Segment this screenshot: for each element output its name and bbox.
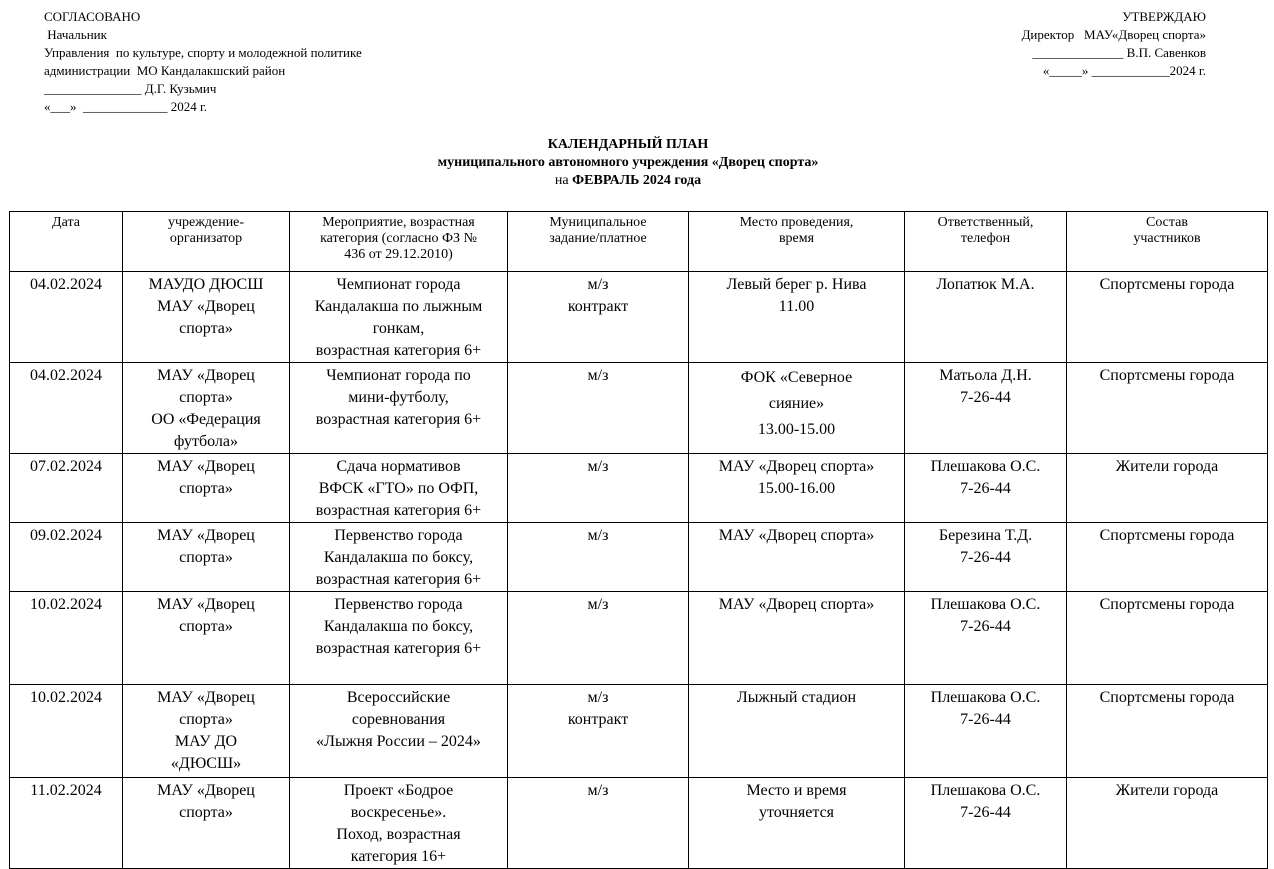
responsible-cell <box>905 592 1067 685</box>
participants-cell <box>1067 454 1268 523</box>
cell-line: Место и время <box>746 782 847 799</box>
funding-cell <box>508 272 689 363</box>
participants-cell <box>1067 523 1268 592</box>
title-line-3-month: ФЕВРАЛЬ 2024 года <box>572 173 702 188</box>
cell-line: ВФСК «ГТО» по ОФП, <box>318 480 479 497</box>
document-title <box>0 136 1256 190</box>
header-line: Муниципальное <box>549 215 647 230</box>
cell-line: 11.00 <box>778 298 815 315</box>
title-line-1: КАЛЕНДАРНЫЙ ПЛАН <box>547 137 709 152</box>
cell-line: Лыжный стадион <box>736 689 857 706</box>
cell-line: м/з <box>587 782 609 799</box>
venue-cell <box>689 685 905 778</box>
header-date <box>10 212 123 272</box>
cell-line: спорта» <box>179 711 233 728</box>
header-venue <box>689 212 905 272</box>
table-row <box>10 778 1268 869</box>
cell-line: 10.02.2024 <box>30 596 102 613</box>
cell-line: м/з <box>587 689 609 706</box>
cell-line: 09.02.2024 <box>30 527 102 544</box>
header-line: категория (согласно ФЗ № <box>320 231 477 246</box>
header-line: Состав <box>1145 215 1188 230</box>
funding-cell <box>508 363 689 454</box>
header-event <box>290 212 508 272</box>
cell-line: Чемпионат города <box>336 276 461 293</box>
cell-line: «ДЮСШ» <box>170 755 242 772</box>
event-cell <box>290 363 508 454</box>
cell-line: Всероссийские <box>346 689 451 706</box>
participants-cell <box>1067 778 1268 869</box>
header-line: Ответственный, <box>937 215 1034 230</box>
header-funding <box>508 212 689 272</box>
approver-signature: ______________ В.П. Савенков <box>1032 45 1206 60</box>
cell-line: Жители города <box>1115 782 1219 799</box>
cell-line: 07.02.2024 <box>30 458 102 475</box>
date-cell <box>10 778 123 869</box>
cell-line: Спортсмены города <box>1099 367 1235 384</box>
cell-line: 11.02.2024 <box>30 782 102 799</box>
table-row <box>10 454 1268 523</box>
table-row <box>10 685 1268 778</box>
title-line-3-prefix: на <box>554 173 573 188</box>
cell-line: Спортсмены города <box>1099 689 1235 706</box>
table-row <box>10 272 1268 363</box>
responsible-cell <box>905 272 1067 363</box>
participants-cell <box>1067 685 1268 778</box>
participants-cell <box>1067 272 1268 363</box>
responsible-cell <box>905 363 1067 454</box>
cell-line: МАУ «Дворец <box>157 527 255 544</box>
table-row <box>10 363 1268 454</box>
cell-line: Березина Т.Д. <box>938 527 1033 544</box>
cell-line: Кандалакша по боксу, <box>323 549 474 566</box>
header-responsible <box>905 212 1067 272</box>
participants-cell <box>1067 363 1268 454</box>
cell-line: спорта» <box>179 549 233 566</box>
cell-line: возрастная категория 6+ <box>315 342 482 359</box>
cell-line: Матьола Д.Н. <box>939 367 1032 384</box>
cell-line: Плешакова О.С. <box>930 458 1041 475</box>
cell-line: Плешакова О.С. <box>930 689 1041 706</box>
header-line: задание/платное <box>549 231 647 246</box>
approval-label: СОГЛАСОВАНО <box>44 9 141 24</box>
cell-line: категория 16+ <box>350 848 447 865</box>
cell-line: воскресенье». <box>350 804 447 821</box>
funding-cell <box>508 778 689 869</box>
date-cell <box>10 272 123 363</box>
approval-block-right <box>1022 8 1206 80</box>
cell-line: Спортсмены города <box>1099 527 1235 544</box>
approver-signature: _______________ Д.Г. Кузьмич <box>44 81 217 96</box>
approval-date: «___» _____________ 2024 г. <box>44 99 208 114</box>
responsible-cell <box>905 523 1067 592</box>
cell-line: спорта» <box>179 389 233 406</box>
cell-line: мини-футболу, <box>348 389 449 406</box>
funding-cell <box>508 592 689 685</box>
venue-cell <box>689 363 905 454</box>
organizer-cell <box>123 363 290 454</box>
cell-line: Плешакова О.С. <box>930 596 1041 613</box>
cell-line: 10.02.2024 <box>30 689 102 706</box>
header-line: организатор <box>169 231 243 246</box>
date-cell <box>10 685 123 778</box>
cell-line: возрастная категория 6+ <box>315 640 482 657</box>
approver-administration: администрации МО Кандалакшский район <box>44 63 286 78</box>
cell-line: ОО «Федерация <box>151 411 261 428</box>
cell-line: м/з <box>587 596 609 613</box>
header-line: 436 от 29.12.2010) <box>344 247 453 262</box>
approval-date: «_____» ____________2024 г. <box>1042 63 1206 78</box>
cell-line: 7-26-44 <box>960 389 1011 406</box>
cell-line: 7-26-44 <box>960 480 1011 497</box>
responsible-cell <box>905 778 1067 869</box>
approval-label: УТВЕРЖДАЮ <box>1122 9 1206 24</box>
cell-line: 7-26-44 <box>960 549 1011 566</box>
cell-line: 7-26-44 <box>960 618 1011 635</box>
responsible-cell <box>905 454 1067 523</box>
calendar-plan-table <box>9 211 1268 869</box>
cell-line: МАУ «Дворец <box>157 298 255 315</box>
cell-line: «Лыжня России – 2024» <box>316 733 481 750</box>
date-cell <box>10 363 123 454</box>
date-cell <box>10 523 123 592</box>
funding-cell <box>508 685 689 778</box>
cell-line: м/з <box>587 458 609 475</box>
cell-line: МАУ ДО <box>174 733 238 750</box>
cell-line: Проект «Бодрое <box>343 782 454 799</box>
approver-position: Начальник <box>44 27 107 42</box>
event-cell <box>290 592 508 685</box>
cell-line: соревнования <box>351 711 446 728</box>
cell-line: возрастная категория 6+ <box>315 502 482 519</box>
cell-line: Жители города <box>1115 458 1219 475</box>
event-cell <box>290 685 508 778</box>
approver-department: Управления по культуре, спорту и молодежной политике <box>44 45 362 60</box>
venue-cell <box>689 454 905 523</box>
cell-line: гонкам, <box>372 320 425 337</box>
cell-line: МАУ «Дворец <box>157 689 255 706</box>
cell-line: спорта» <box>179 804 233 821</box>
venue-cell <box>689 272 905 363</box>
date-cell <box>10 454 123 523</box>
header-line: время <box>778 231 815 246</box>
date-cell <box>10 592 123 685</box>
cell-line: спорта» <box>179 320 233 337</box>
cell-line: сияние» <box>768 395 825 412</box>
funding-cell <box>508 454 689 523</box>
header-line: участников <box>1133 231 1201 246</box>
approval-block-left <box>44 8 362 116</box>
header-line: Дата <box>52 215 80 230</box>
cell-line: 7-26-44 <box>960 711 1011 728</box>
header-line: учреждение- <box>167 215 245 230</box>
header-line: Мероприятие, возрастная <box>322 215 475 230</box>
cell-line: Первенство города <box>334 596 463 613</box>
cell-line: футбола» <box>174 433 238 450</box>
cell-line: 13.00-15.00 <box>757 421 836 438</box>
approver-position: Директор МАУ«Дворец спорта» <box>1021 27 1206 42</box>
cell-line: 7-26-44 <box>960 804 1011 821</box>
cell-line: Лопатюк М.А. <box>936 276 1035 293</box>
venue-cell <box>689 592 905 685</box>
cell-line: возрастная категория 6+ <box>315 411 482 428</box>
cell-line: возрастная категория 6+ <box>315 571 482 588</box>
header-organizer <box>123 212 290 272</box>
cell-line: контракт <box>567 711 629 728</box>
table-row <box>10 592 1268 685</box>
funding-cell <box>508 523 689 592</box>
cell-line: Чемпионат города по <box>326 367 471 384</box>
cell-line: м/з <box>587 527 609 544</box>
event-cell <box>290 778 508 869</box>
cell-line: ФОК «Северное <box>740 369 853 386</box>
participants-cell <box>1067 592 1268 685</box>
header-line: телефон <box>960 231 1011 246</box>
cell-line: м/з <box>587 276 609 293</box>
cell-line: МАУ «Дворец <box>157 367 255 384</box>
cell-line: спорта» <box>179 618 233 635</box>
cell-line: 15.00-16.00 <box>757 480 836 497</box>
responsible-cell <box>905 685 1067 778</box>
cell-line: Кандалакша по лыжным <box>314 298 483 315</box>
cell-line: уточняется <box>758 804 835 821</box>
event-cell <box>290 454 508 523</box>
organizer-cell <box>123 454 290 523</box>
venue-cell <box>689 778 905 869</box>
header-line: Место проведения, <box>739 215 854 230</box>
cell-line: Спортсмены города <box>1099 276 1235 293</box>
organizer-cell <box>123 272 290 363</box>
cell-line: Сдача нормативов <box>336 458 461 475</box>
cell-line: м/з <box>587 367 609 384</box>
cell-line: МАУ «Дворец <box>157 458 255 475</box>
cell-line: Плешакова О.С. <box>930 782 1041 799</box>
venue-cell <box>689 523 905 592</box>
header-participants <box>1067 212 1268 272</box>
cell-line: Спортсмены города <box>1099 596 1235 613</box>
event-cell <box>290 523 508 592</box>
title-line-3 <box>0 172 1256 190</box>
cell-line: МАУ «Дворец <box>157 596 255 613</box>
cell-line: спорта» <box>179 480 233 497</box>
cell-line: Первенство города <box>334 527 463 544</box>
event-cell <box>290 272 508 363</box>
cell-line: МАУДО ДЮСШ <box>148 276 264 293</box>
cell-line: 04.02.2024 <box>30 367 102 384</box>
organizer-cell <box>123 592 290 685</box>
table-row <box>10 523 1268 592</box>
cell-line: МАУ «Дворец спорта» <box>718 596 875 613</box>
cell-line: контракт <box>567 298 629 315</box>
cell-line: 04.02.2024 <box>30 276 102 293</box>
cell-line: МАУ «Дворец спорта» <box>718 458 875 475</box>
cell-line: Кандалакша по боксу, <box>323 618 474 635</box>
organizer-cell <box>123 685 290 778</box>
cell-line: МАУ «Дворец спорта» <box>718 527 875 544</box>
table-header-row <box>10 212 1268 272</box>
cell-line: Поход, возрастная <box>336 826 461 843</box>
organizer-cell <box>123 523 290 592</box>
title-line-2: муниципального автономного учреждения «Дворец спорта» <box>437 155 819 170</box>
cell-line: МАУ «Дворец <box>157 782 255 799</box>
organizer-cell <box>123 778 290 869</box>
cell-line: Левый берег р. Нива <box>726 276 867 293</box>
